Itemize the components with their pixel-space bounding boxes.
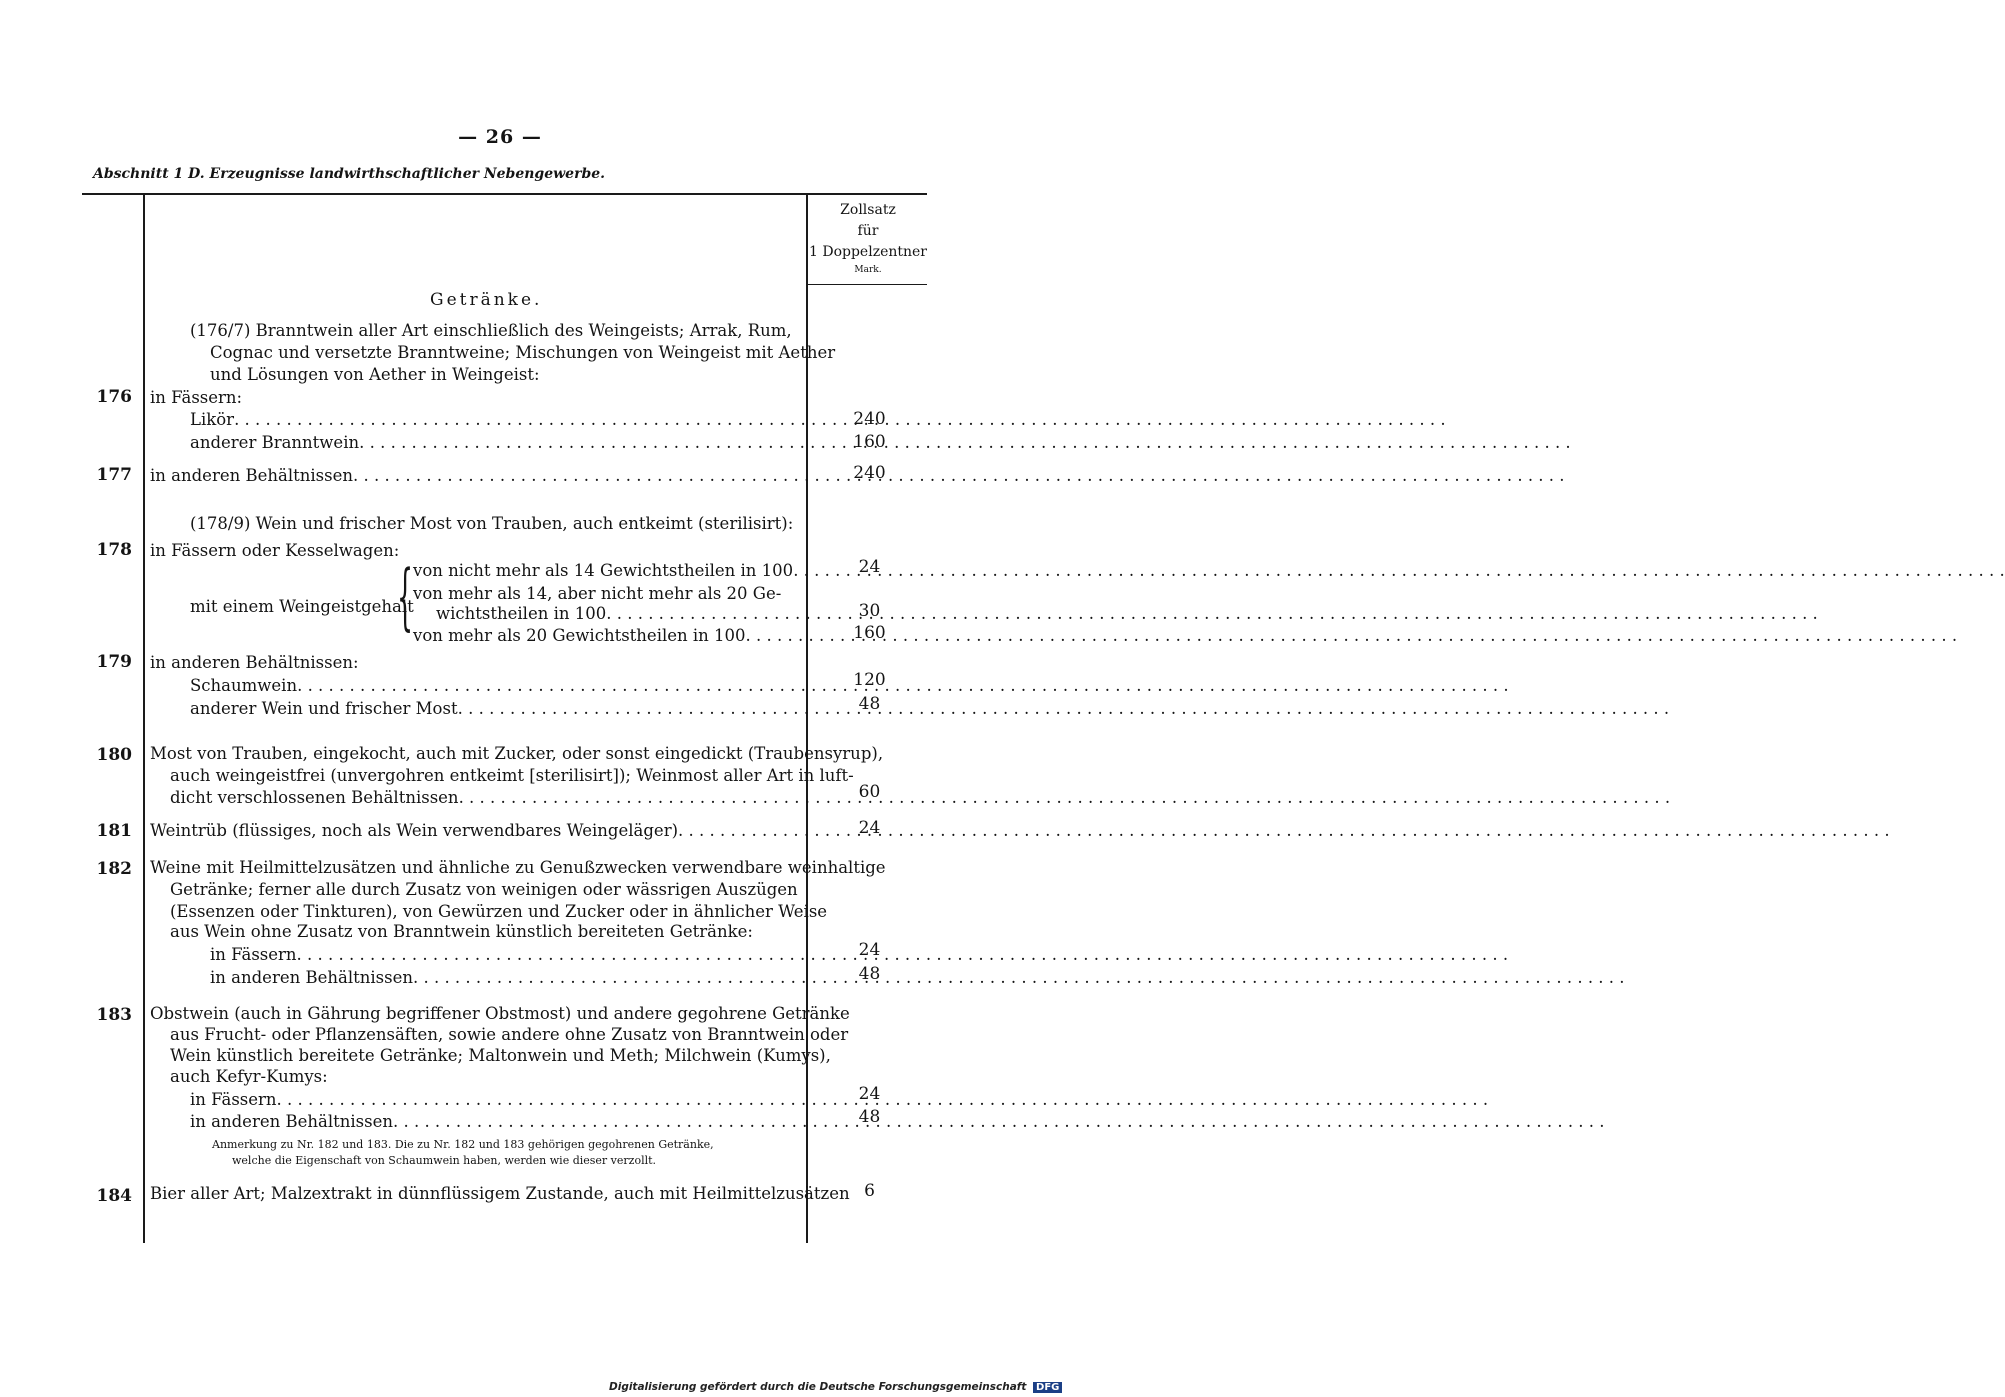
entry-180-line-3-label: dicht verschlossenen Behältnissen: [170, 788, 459, 807]
tariff-number-180: 180: [96, 745, 132, 765]
entry-177: [150, 465, 800, 487]
entry-183-line-1: Obstwein (auch in Gährung begriffener Obstmost) und andere gegohrene Getränke: [150, 1004, 850, 1023]
rate-183-behaeltnisse: 48: [858, 1107, 881, 1127]
rate-176-likoer: 240: [853, 409, 886, 429]
rate-179-wein: 48: [858, 694, 881, 714]
annotation-line-1: Anmerkung zu Nr. 182 und 183. Die zu Nr. 182 und 183 gehörigen gegohrenen Getränke,: [212, 1138, 714, 1151]
rate-180: 60: [858, 782, 881, 802]
tariff-number-183: 183: [96, 1005, 132, 1025]
section-header: Abschnitt 1 D. Erzeugnisse landwirthschaftlicher Nebengewerbe.: [93, 166, 606, 182]
rate-183-faessern: 24: [858, 1084, 881, 1104]
rate-181: 24: [858, 818, 881, 838]
digitization-footer: [609, 1381, 1062, 1393]
entry-179-wein-label: anderer Wein und frischer Most: [190, 699, 458, 718]
entry-182-behaeltnisse: [210, 967, 800, 989]
entry-182-line-3: (Essenzen oder Tinkturen), von Gewürzen und Zucker oder in ähnlicher Weise: [170, 902, 828, 921]
entry-180-line-1: Most von Trauben, eingekocht, auch mit Zucker, oder sonst eingedickt (Traubensyrup),: [150, 744, 884, 763]
entry-178-line-1-label: von nicht mehr als 14 Gewichtstheilen in 100: [413, 561, 794, 580]
entry-178-line-3-label: von mehr als 20 Gewichtstheilen in 100: [413, 626, 746, 645]
entry-182-faessern: [210, 944, 800, 966]
rate-182-behaeltnisse: 48: [858, 964, 881, 984]
intro-176-7-line-1: (176/7) Branntwein aller Art einschließlich des Weingeists; Arrak, Rum,: [190, 321, 792, 340]
entry-183-faessern-label: in Fässern: [190, 1090, 277, 1109]
intro-176-7-line-3: und Lösungen von Aether in Weingeist:: [210, 365, 540, 384]
entry-179-schaumwein-label: Schaumwein: [190, 676, 298, 695]
entry-182-line-2: Getränke; ferner alle durch Zusatz von weinigen oder wässrigen Auszügen: [170, 880, 798, 899]
tariff-number-181: 181: [96, 821, 132, 841]
entry-181-label: Weintrüb (flüssiges, noch als Wein verwendbares Weingeläger): [150, 821, 679, 840]
entry-183-behaeltnisse: [190, 1111, 800, 1133]
intro-178-9: (178/9) Wein und frischer Most von Trauben, auch entkeimt (sterilisirt):: [190, 514, 794, 533]
header-under-rule: [806, 284, 927, 285]
tariff-number-178: 178: [96, 540, 132, 560]
entry-176-branntwein-label: anderer Branntwein: [190, 433, 360, 452]
rate-178-3: 160: [853, 623, 886, 643]
rate-178-1: 24: [858, 557, 881, 577]
entry-178-line-2b-label: wichtstheilen in 100: [436, 604, 607, 623]
brace: {: [397, 554, 414, 638]
entry-179-wein: [190, 698, 800, 720]
entry-178-line-1: [413, 560, 800, 582]
entry-183-line-3: Wein künstlich bereitete Getränke; Maltonwein und Meth; Milchwein (Kumys),: [170, 1046, 831, 1065]
entry-183-line-4: auch Kefyr-Kumys:: [170, 1067, 328, 1086]
tariff-number-177: 177: [96, 465, 132, 485]
entry-179-schaumwein: [190, 675, 800, 697]
entry-178-group-label: mit einem Weingeistgehalt: [190, 597, 414, 616]
tariff-number-179: 179: [96, 652, 132, 672]
tariff-number-184: 184: [96, 1186, 132, 1206]
header-line-1: Zollsatz: [840, 202, 896, 218]
rate-176-branntwein: 160: [853, 432, 886, 452]
entry-182-behaeltnisse-label: in anderen Behältnissen: [210, 968, 413, 987]
entry-184-line-1: Bier aller Art; Malzextrakt in dünnflüssigem Zustande, auch mit Heilmittelzusätzen: [150, 1184, 850, 1203]
entry-182-faessern-label: in Fässern: [210, 945, 297, 964]
rate-177: 240: [853, 463, 886, 483]
tariff-number-176: 176: [96, 387, 132, 407]
rate-179-schaumwein: 120: [853, 670, 886, 690]
entry-182-line-4: aus Wein ohne Zusatz von Branntwein künstlich bereiteten Getränke:: [170, 922, 753, 941]
entry-180-line-3: [170, 787, 800, 809]
entry-181: [150, 820, 800, 842]
entry-176-likoer-label: Likör: [190, 410, 235, 429]
rate-178-2: 30: [858, 601, 881, 621]
tariff-number-182: 182: [96, 859, 132, 879]
entry-182-line-1: Weine mit Heilmittelzusätzen und ähnliche zu Genußzwecken verwendbare weinhaltige: [150, 858, 886, 877]
entry-176-branntwein: [190, 432, 800, 454]
header-unit: Mark.: [854, 265, 882, 275]
entry-178-line-2b: [436, 603, 800, 625]
header-line-2: für: [857, 223, 879, 239]
intro-176-7-line-2: Cognac und versetzte Branntweine; Mischungen von Weingeist mit Aether: [210, 343, 836, 362]
entry-183-faessern: [190, 1089, 800, 1111]
annotation-line-2: welche die Eigenschaft von Schaumwein haben, werden wie dieser verzollt.: [232, 1154, 657, 1167]
entry-183-behaeltnisse-label: in anderen Behältnissen: [190, 1112, 393, 1131]
rate-column-header: [808, 200, 928, 277]
entry-178-line-3: [413, 625, 800, 647]
rate-184: 6: [864, 1181, 875, 1201]
dfg-logo: DFG: [1033, 1382, 1062, 1393]
footer-text: Digitalisierung gefördert durch die Deutsche Forschungsgemeinschaft: [609, 1381, 1027, 1393]
header-line-3: 1 Doppelzentner: [809, 244, 927, 260]
rate-182-faessern: 24: [858, 940, 881, 960]
entry-180-line-2: auch weingeistfrei (unvergohren entkeimt [sterilisirt]); Weinmost aller Art in luft-: [170, 766, 854, 785]
entry-183-line-2: aus Frucht- oder Pflanzensäften, sowie andere ohne Zusatz von Branntwein oder: [170, 1025, 849, 1044]
table-top-rule: [82, 193, 927, 195]
entry-178-line-2a: von mehr als 14, aber nicht mehr als 20 Ge-: [413, 584, 782, 603]
entry-179-title: in anderen Behältnissen:: [150, 653, 359, 672]
page-number: — 26 —: [458, 126, 542, 148]
entry-176-title: in Fässern:: [150, 388, 243, 407]
entry-178-title: in Fässern oder Kesselwagen:: [150, 541, 400, 560]
entry-177-label: in anderen Behältnissen: [150, 466, 353, 485]
getraenke-heading: Getränke.: [430, 290, 543, 310]
number-column-rule: [143, 195, 145, 1243]
entry-176-likoer: [190, 409, 800, 431]
